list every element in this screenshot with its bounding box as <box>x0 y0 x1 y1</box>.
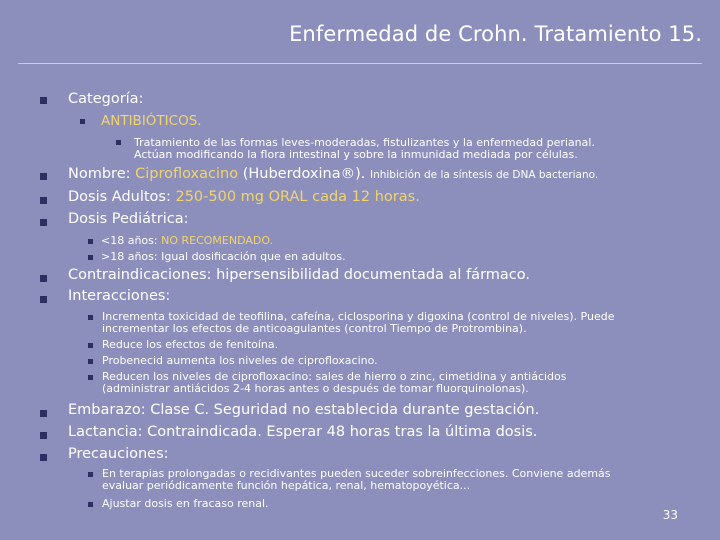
interacciones-item4-line2: (administrar antiácidos 2-4 horas antes o después de tomar fluorquinolonas). <box>102 382 529 395</box>
bullet-icon <box>40 275 47 282</box>
bullet-icon <box>40 197 47 204</box>
bullet-icon <box>88 255 93 260</box>
bullet-icon <box>88 239 93 244</box>
contraindicaciones-label: Contraindicaciones: <box>68 267 212 283</box>
lactancia-label: Lactancia: <box>68 424 143 440</box>
bullet-icon <box>40 410 47 417</box>
bullet-icon <box>88 359 93 364</box>
dosis-pediatrica-item1 <box>101 234 273 247</box>
bullet-icon <box>116 140 121 145</box>
dosis-adultos-value: 250-500 mg ORAL cada 12 horas. <box>175 189 420 205</box>
bullet-icon <box>88 315 93 320</box>
precauciones-label: Precauciones: <box>68 446 169 462</box>
bullet-icon <box>88 472 93 477</box>
lactancia-value: Contraindicada. Esperar 48 horas tras la última dosis. <box>147 424 538 440</box>
bullet-icon <box>88 502 93 507</box>
embarazo-line <box>68 402 539 418</box>
bullet-icon <box>40 454 47 461</box>
title-divider <box>18 63 702 64</box>
precauciones-item1-line2: evaluar periódicamente función hepática, renal, hematopoyética... <box>102 479 471 492</box>
dosis-pediatrica-label: Dosis Pediátrica: <box>68 211 189 227</box>
categoria-desc-line2: Actúan modificando la flora intestinal y sobre la inmunidad mediada por células. <box>134 148 578 161</box>
bullet-icon <box>40 296 47 303</box>
dosis-pediatrica-item2: >18 años: Igual dosificación que en adultos. <box>101 250 346 263</box>
bullet-icon <box>40 432 47 439</box>
nombre-line <box>68 166 598 182</box>
embarazo-value: Clase C. Seguridad no establecida durante gestación. <box>150 402 540 418</box>
nombre-drug: Ciprofloxacino <box>135 166 239 182</box>
categoria-label: Categoría: <box>68 91 144 107</box>
lactancia-line <box>68 424 537 440</box>
dosis-adultos-line <box>68 189 420 205</box>
dosis-adultos-label: Dosis Adultos: <box>68 189 171 205</box>
dosis-pediatrica-item1-value: NO RECOMENDADO. <box>161 234 274 247</box>
interacciones-item2: Reduce los efectos de fenitoína. <box>102 338 279 351</box>
nombre-note: Inhibición de la síntesis de DNA bacteriano. <box>369 169 599 181</box>
bullet-icon <box>80 119 85 124</box>
interacciones-label: Interacciones: <box>68 288 171 304</box>
bullet-icon <box>88 343 93 348</box>
contraindicaciones-line <box>68 267 530 283</box>
slide-title: Enfermedad de Crohn. Tratamiento 15. <box>289 22 702 46</box>
categoria-value: ANTIBIÓTICOS. <box>101 113 202 129</box>
dosis-pediatrica-item1-prefix: <18 años: <box>101 234 158 247</box>
interacciones-item1-line1: Incrementa toxicidad de teofilina, cafeína, ciclosporina y digoxina (control de niveles). Puede <box>102 310 615 323</box>
precauciones-item1-line1: En terapias prolongadas o recidivantes pueden suceder sobreinfecciones. Conviene además <box>102 467 611 480</box>
nombre-brand: (Huberdoxina®). <box>242 166 366 182</box>
bullet-icon <box>40 173 47 180</box>
bullet-icon <box>88 375 93 380</box>
nombre-label: Nombre: <box>68 166 131 182</box>
contraindicaciones-value: hipersensibilidad documentada al fármaco. <box>216 267 530 283</box>
precauciones-item2: Ajustar dosis en fracaso renal. <box>102 497 269 510</box>
page-number: 33 <box>662 508 678 522</box>
interacciones-item4-line1: Reducen los niveles de ciprofloxacino: sales de hierro o zinc, cimetidina y antiácidos <box>102 370 567 383</box>
interacciones-item3: Probenecid aumenta los niveles de ciprofloxacino. <box>102 354 378 367</box>
bullet-icon <box>40 219 47 226</box>
embarazo-label: Embarazo: <box>68 402 146 418</box>
categoria-desc-line1: Tratamiento de las formas leves-moderadas, fistulizantes y la enfermedad perianal. <box>134 136 595 149</box>
interacciones-item1-line2: incrementar los efectos de anticoagulantes (control Tiempo de Protrombina). <box>102 322 527 335</box>
bullet-icon <box>40 97 47 104</box>
